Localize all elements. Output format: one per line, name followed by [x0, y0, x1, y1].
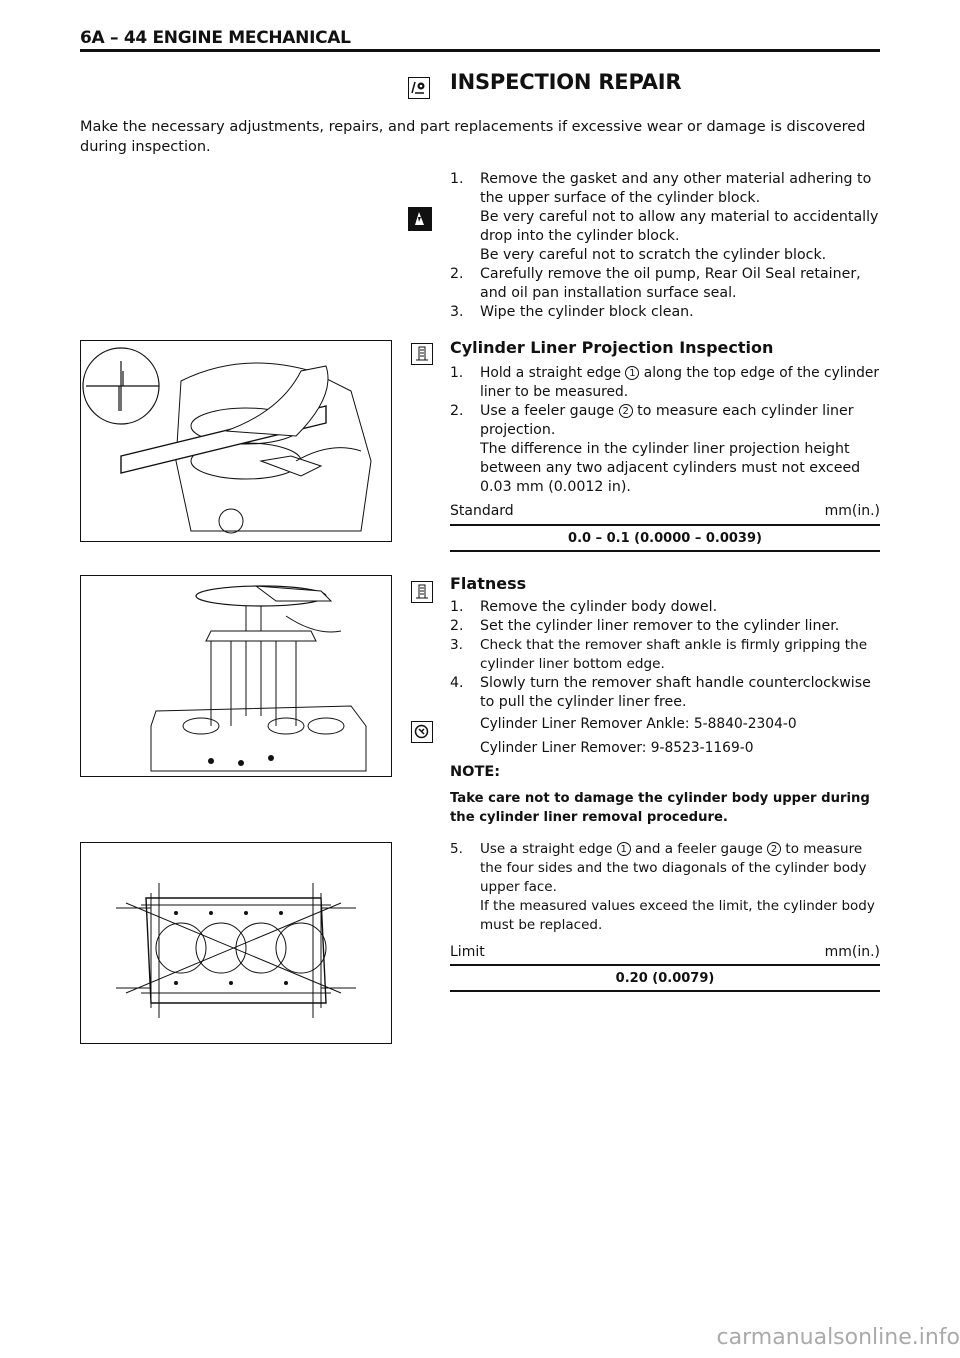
tool-1: Cylinder Liner Remover Ankle: 5-8840-2304-0 [480, 716, 797, 732]
note-label: NOTE: [450, 764, 501, 780]
step-number: 3. [450, 304, 464, 320]
step-number: 3. [450, 637, 463, 653]
projection-steps [450, 364, 880, 497]
prep-steps [450, 170, 880, 322]
step-text: Remove the cylinder body dowel. [480, 599, 718, 615]
step-number: 2. [450, 403, 464, 419]
figure-liner-remover [80, 575, 392, 777]
flatness-step-5 [450, 840, 880, 935]
list-item [450, 402, 880, 497]
step-text: Slowly turn the remover shaft handle counterclockwise to pull the cylinder liner free. [480, 675, 871, 710]
step-text: Remove the gasket and any other material adhering to the upper surface of the cylinder block. [480, 171, 872, 206]
callout-number: 1 [617, 842, 631, 856]
step-text: Wipe the cylinder block clean. [480, 304, 694, 320]
step-number: 5. [450, 841, 463, 857]
step-text: Carefully remove the oil pump, Rear Oil Seal retainer, and oil pan installation surface seal. [480, 266, 861, 301]
step-text: Be very careful not to scratch the cylinder block. [480, 247, 827, 263]
step-number: 1. [450, 365, 464, 381]
list-item [450, 170, 880, 265]
flatness-title: Flatness [450, 574, 527, 593]
list-item [450, 303, 880, 322]
step-text: Check that the remover shaft ankle is firmly gripping the cylinder liner bottom edge. [480, 637, 868, 672]
step-text: Hold a straight edge [480, 365, 626, 381]
step-text: and a feeler gauge [630, 841, 768, 857]
list-item [450, 265, 880, 303]
figure-liner-projection [80, 340, 392, 542]
list-item [450, 598, 880, 617]
step-number: 2. [450, 266, 464, 282]
callout-number: 2 [767, 842, 781, 856]
divider [450, 550, 880, 552]
note-text: Take care not to damage the cylinder body upper during the cylinder liner removal procedure. [450, 791, 870, 825]
step-number: 2. [450, 618, 464, 634]
inspect-icon [408, 77, 430, 99]
limit-unit: mm(in.) [824, 944, 880, 960]
list-item [450, 840, 880, 935]
step-number: 1. [450, 599, 464, 615]
projection-title: Cylinder Liner Projection Inspection [450, 338, 774, 357]
step-text: Set the cylinder liner remover to the cylinder liner. [480, 618, 840, 634]
step-text: along the top edge of the cylinder liner to be measured. [480, 365, 880, 400]
step-text: to measure the four sides and the two diagonals of the cylinder body upper face. [480, 841, 867, 895]
step-text: If the measured values exceed the limit, the cylinder body must be replaced. [480, 898, 875, 933]
divider [450, 524, 880, 526]
caution-icon [408, 207, 432, 231]
step-number: 4. [450, 675, 464, 691]
step-text: to measure each cylinder liner projection. [480, 403, 854, 438]
tool-2: Cylinder Liner Remover: 9-8523-1169-0 [480, 740, 754, 756]
limit-label: Limit [450, 944, 485, 960]
special-tool-icon [411, 721, 433, 743]
step-number: 1. [450, 171, 464, 187]
spec-value: 0.0 – 0.1 (0.0000 – 0.0039) [568, 531, 762, 546]
measure-icon [411, 581, 433, 603]
limit-value: 0.20 (0.0079) [615, 971, 715, 986]
watermark: carmanualsonline.info [716, 1325, 960, 1350]
list-item [450, 674, 880, 712]
callout-number: 1 [625, 366, 639, 380]
step-text: Use a feeler gauge [480, 403, 619, 419]
divider [450, 964, 880, 966]
header-rule [80, 49, 880, 52]
measure-icon [411, 343, 433, 365]
callout-number: 2 [619, 404, 633, 418]
page-header: 6A – 44 ENGINE MECHANICAL [80, 28, 351, 48]
list-item [450, 636, 880, 674]
divider [450, 990, 880, 992]
section-title: INSPECTION REPAIR [450, 70, 682, 94]
list-item [450, 617, 880, 636]
step-text: Use a straight edge [480, 841, 617, 857]
spec-unit: mm(in.) [824, 503, 880, 519]
spec-label: Standard [450, 503, 514, 519]
step-text: The difference in the cylinder liner projection height between any two adjacent cylinders must not exceed 0.03 mm (0.0012 in). [480, 441, 861, 495]
list-item [450, 364, 880, 402]
intro-text: Make the necessary adjustments, repairs, and part replacements if excessive wear or damage is discovered during inspection. [80, 119, 866, 155]
flatness-steps [450, 598, 880, 712]
step-text: Be very careful not to allow any material to accidentally drop into the cylinder block. [480, 209, 879, 244]
figure-block-flatness [80, 842, 392, 1044]
